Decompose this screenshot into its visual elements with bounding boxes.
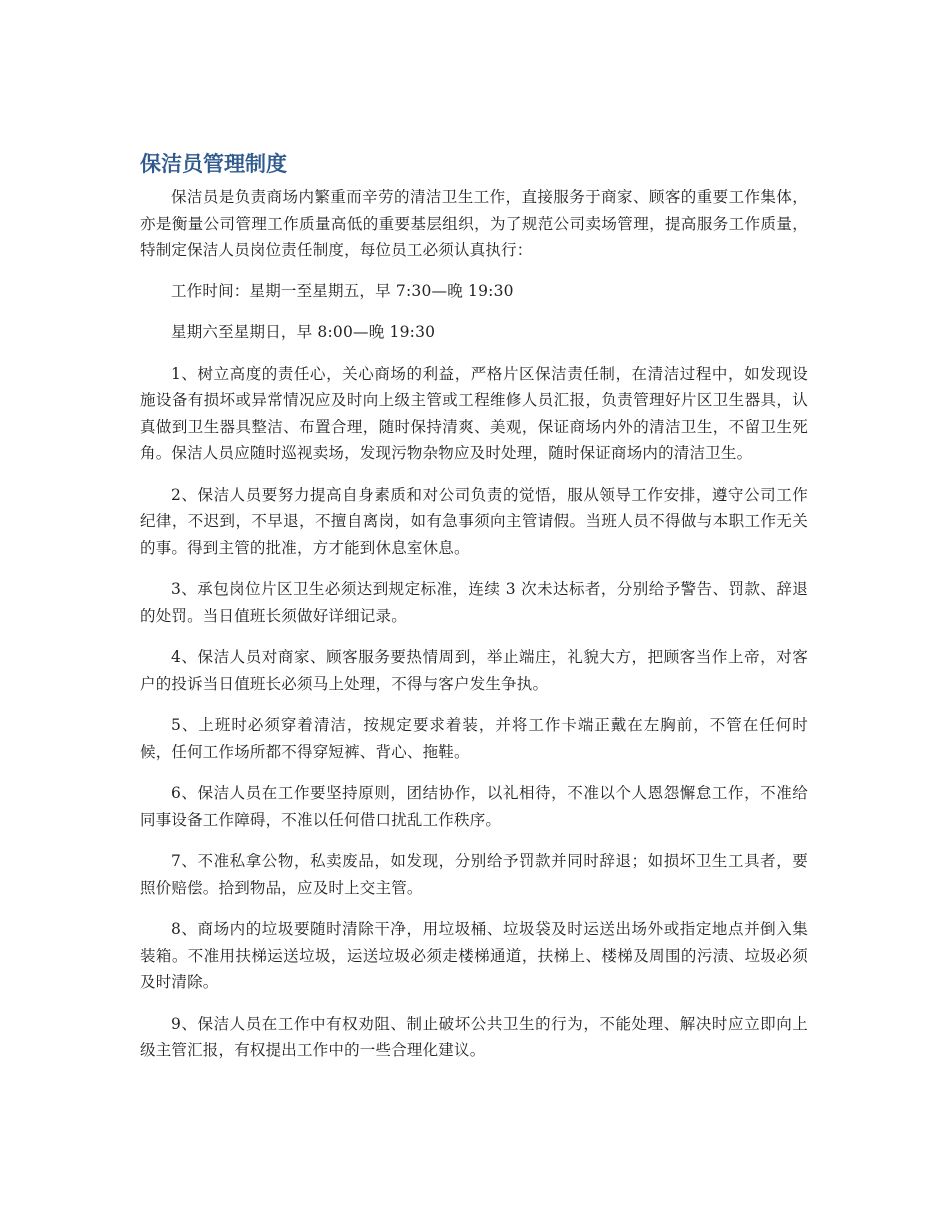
- document-title: 保洁员管理制度: [140, 152, 287, 176]
- rule-paragraph-7: 7、不准私拿公物，私卖废品，如发现，分别给予罚款并同时辞退；如损坏卫生工具者，要照价赔偿。拾到物品，应及时上交主管。: [140, 852, 808, 897]
- rule-paragraph-2: 2、保洁人员要努力提高自身素质和对公司负责的觉悟，服从领导工作安排，遵守公司工作纪律，不迟到，不早退，不擅自离岗，如有急事须向主管请假。当班人员不得做与本职工作无关的事。得到主管的批准，方才能到休息室休息。: [140, 485, 808, 557]
- rule-paragraph-1: 1、树立高度的责任心，关心商场的利益，严格片区保洁责任制，在清洁过程中，如发现设施设备有损坏或异常情况应及时向上级主管或工程维修人员汇报，负责管理好片区卫生器具，认真做到卫生器具整洁、布置合理，随时保持清爽、美观，保证商场内外的清洁卫生，不留卫生死角。保洁人员应随时巡视卖场，发现污物杂物应及时处理，随时保证商场内的清洁卫生。: [140, 364, 808, 462]
- rule-paragraph-5: 5、上班时必须穿着清洁，按规定要求着装，并将工作卡端正戴在左胸前，不管在任何时候，任何工作场所都不得穿短裤、背心、拖鞋。: [140, 716, 808, 761]
- rule-paragraph-4: 4、保洁人员对商家、顾客服务要热情周到，举止端庄，礼貌大方，把顾客当作上帝，对客户的投诉当日值班长必须马上处理，不得与客户发生争执。: [140, 648, 808, 693]
- work-time-weekend: 星期六至星期日，早 8:00—晚 19:30: [171, 323, 436, 341]
- intro-paragraph: 保洁员是负责商场内繁重而辛劳的清洁卫生工作，直接服务于商家、顾客的重要工作集体，亦是衡量公司管理工作质量高低的重要基层组织，为了规范公司卖场管理，提高服务工作质量，特制定保洁人员岗位责任制度，每位员工必须认真执行：: [140, 188, 808, 259]
- work-time-weekday: 工作时间：星期一至星期五，早 7:30—晚 19:30: [171, 281, 514, 300]
- document-page: [140, 148, 808, 1079]
- rule-paragraph-9: 9、保洁人员在工作中有权劝阻、制止破坏公共卫生的行为，不能处理、解决时应立即向上级主管汇报，有权提出工作中的一些合理化建议。: [140, 1014, 808, 1059]
- rule-paragraph-3: 3、承包岗位片区卫生必须达到规定标准，连续 3 次未达标者，分别给予警告、罚款、辞退的处罚。当日值班长须做好详细记录。: [140, 580, 808, 625]
- rule-paragraph-6: 6、保洁人员在工作要坚持原则，团结协作，以礼相待，不准以个人恩怨懈怠工作，不准给同事设备工作障碍，不准以任何借口扰乱工作秩序。: [140, 784, 808, 829]
- rule-paragraph-8: 8、商场内的垃圾要随时清除干净，用垃圾桶、垃圾袋及时运送出场外或指定地点并倒入集装箱。不准用扶梯运送垃圾，运送垃圾必须走楼梯通道，扶梯上、楼梯及周围的污渍、垃圾必须及时清除。: [140, 920, 808, 991]
